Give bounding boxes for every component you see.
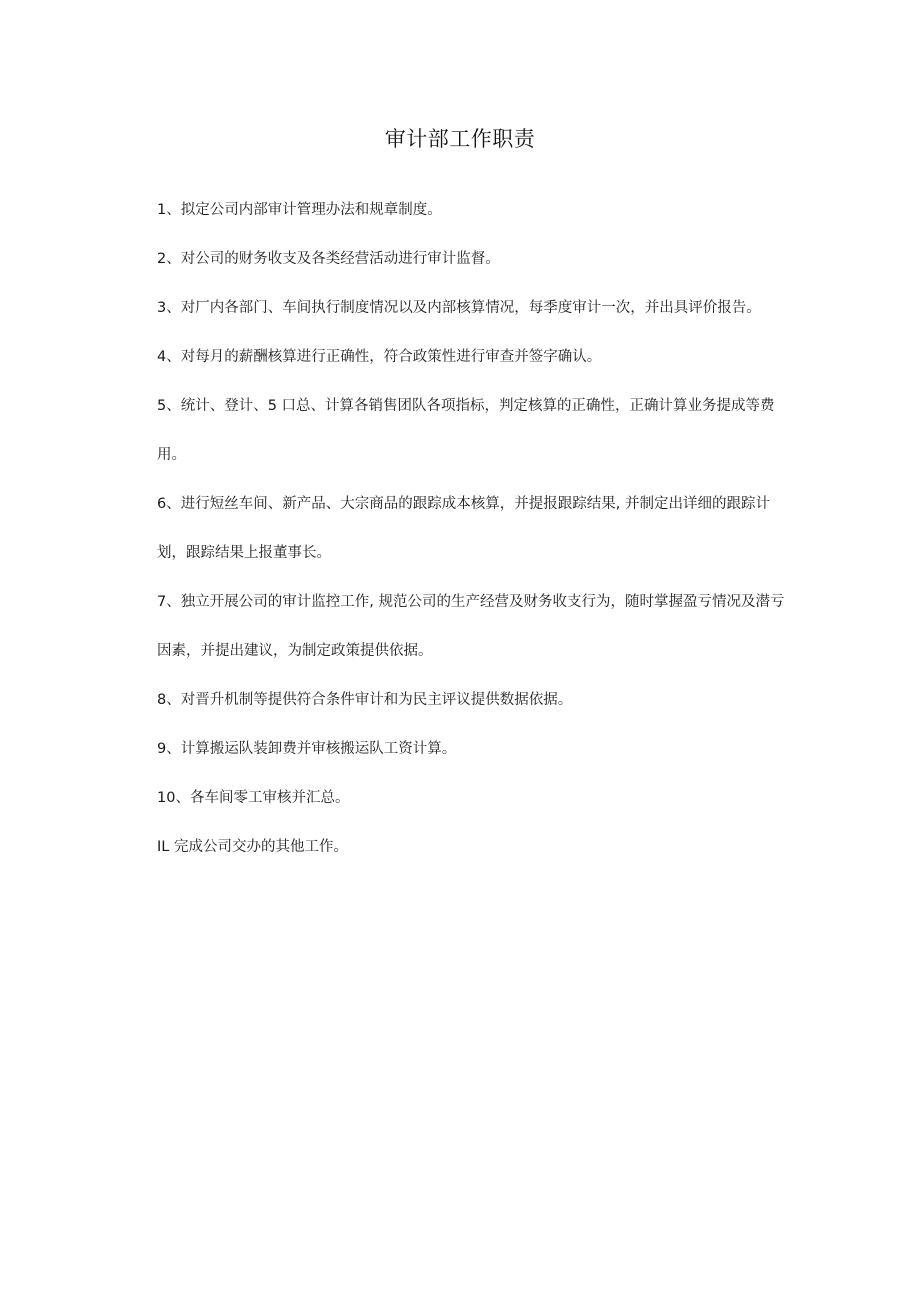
duty-item-3: 3、对厂内各部门、车间执行制度情况以及内部核算情况，每季度审计一次，并出具评价报告。	[157, 300, 761, 316]
duty-item-1: 1、拟定公司内部审计管理办法和规章制度。	[157, 202, 442, 218]
duty-item-6: 6、进行短丝车间、新产品、大宗商品的跟踪成本核算，并提报跟踪结果, 并制定出详细的跟踪计划，跟踪结果上报董事长。	[157, 496, 770, 561]
duty-item-5: 5、统计、登计、5 口总、计算各销售团队各项指标，判定核算的正确性，正确计算业务提成等费用。	[157, 398, 775, 463]
duty-item-10: 10、各车间零工审核并汇总。	[157, 790, 350, 806]
duty-item-9: 9、计算搬运队装卸费并审核搬运队工资计算。	[157, 741, 457, 757]
duty-item-11: IL 完成公司交办的其他工作。	[157, 839, 348, 855]
duty-item-2: 2、对公司的财务收支及各类经营活动进行审计监督。	[157, 251, 500, 267]
duty-item-7: 7、独立开展公司的审计监控工作, 规范公司的生产经营及财务收支行为，随时掌握盈亏情况及潜亏因素，并提出建议，为制定政策提供依据。	[157, 594, 785, 659]
duty-item-4: 4、对每月的薪酬核算进行正确性，符合政策性进行审查并签字确认。	[157, 349, 602, 365]
duty-item-8: 8、对晋升机制等提供符合条件审计和为民主评议提供数据依据。	[157, 692, 573, 708]
document-title: 审计部工作职责	[384, 127, 536, 151]
duty-list	[157, 186, 787, 872]
